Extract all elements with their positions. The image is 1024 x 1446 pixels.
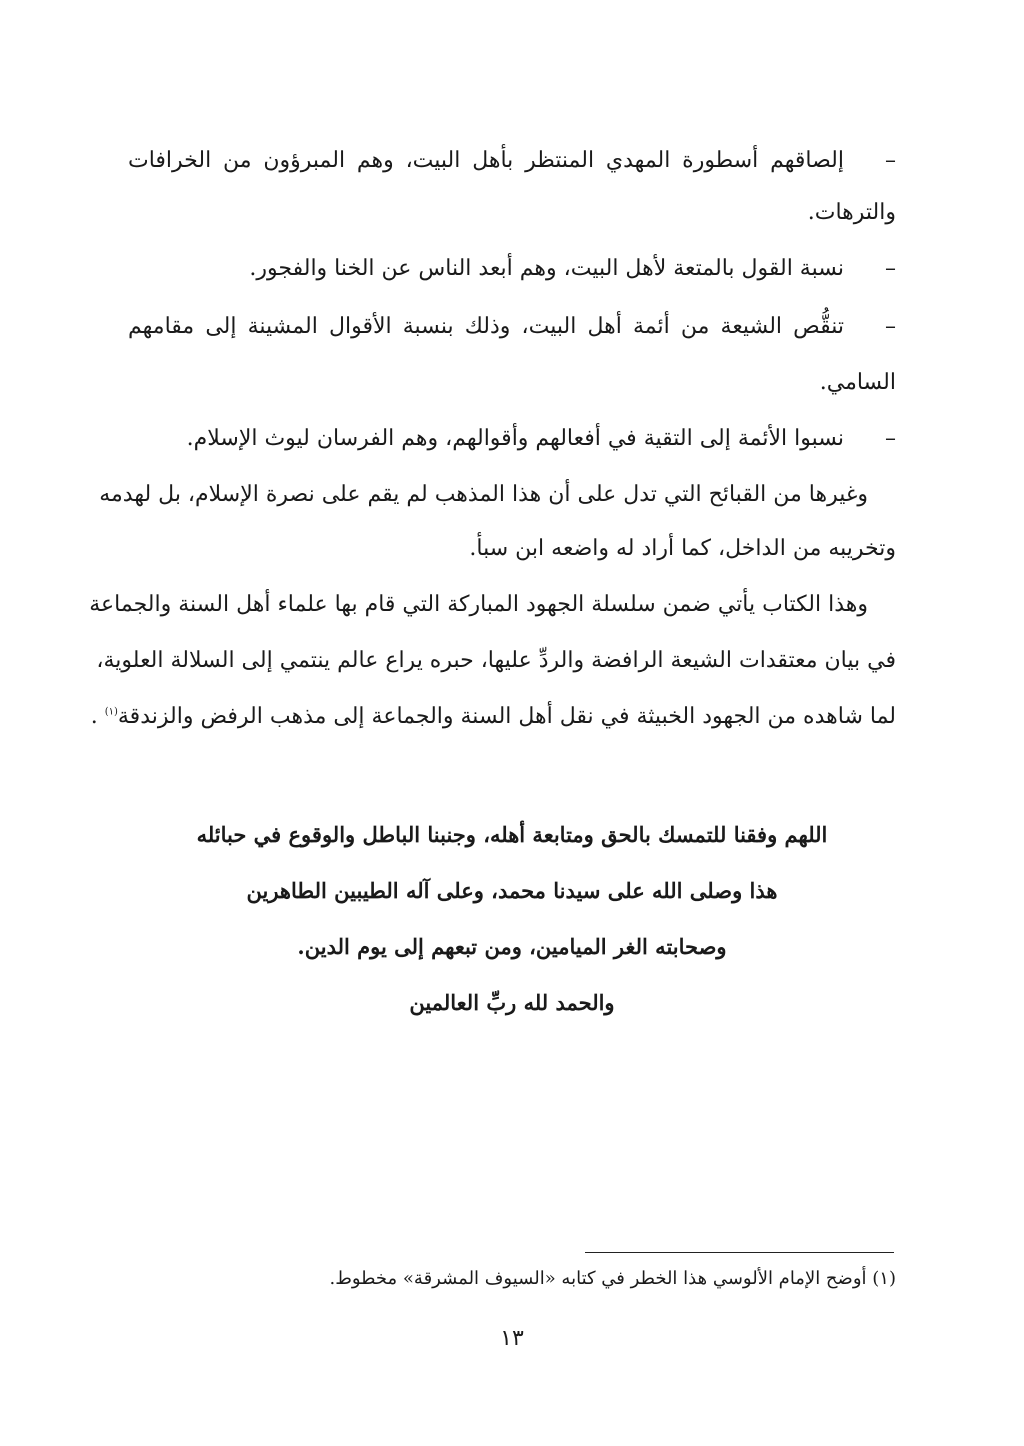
footnote-number: (١) [872, 1268, 896, 1289]
paragraph-line [128, 370, 896, 395]
paragraph-line-text: في بيان معتقدات الشيعة الرافضة والردِّ عليها، حبره يراع عالم ينتمي إلى السلالة العلوية، [96, 648, 896, 673]
bullet-dash: – [885, 314, 896, 339]
bullet-item-imams [128, 314, 896, 339]
bullet-dash: – [885, 256, 896, 281]
closing-line: والحمد لله ربِّ العالمين [409, 990, 615, 1015]
closing-line: هذا وصلى الله على سيدنا محمد، وعلى آله الطيبين الطاهرين [246, 878, 778, 903]
paragraph-line [89, 592, 896, 617]
paragraph-line-text: وغيرها من القبائح التي تدل على أن هذا المذهب لم يقم على نصرة الإسلام، بل لهدمه [99, 482, 868, 507]
paragraph-line [96, 648, 896, 673]
paragraph-line-text: نسبوا الأئمة إلى التقية في أفعالهم وأقوالهم، وهم الفرسان ليوث الإسلام. [186, 426, 844, 451]
paragraph-line-text: نسبة القول بالمتعة لأهل البيت، وهم أبعد الناس عن الخنا والفجور. [249, 256, 844, 281]
footnote-reference[interactable]: (١) [104, 706, 118, 718]
sentence-end: . [90, 704, 105, 729]
paragraph-line [128, 200, 896, 225]
paragraph-line: إلصاقهم أسطورة المهدي المنتظر بأهل البيت، وهم المبرؤون من الخرافات [128, 148, 844, 173]
bullet-item-taqiyya [128, 426, 896, 451]
paragraph-line-text: والترهات. [807, 200, 896, 225]
paragraph-line [128, 536, 896, 561]
closing-line: وصحابته الغر الميامين، ومن تبعهم إلى يوم الدين. [297, 934, 727, 959]
paragraph-line-text: تنقُّص الشيعة من أئمة أهل البيت، وذلك بنسبة الأقوال المشينة إلى مقامهم [128, 314, 844, 339]
bullet-dash: – [885, 426, 896, 451]
footnote-text: أوضح الإمام الألوسي هذا الخطر في كتابه «السيوف المشرقة» مخطوط. [329, 1268, 867, 1289]
paragraph-line-text: السامي. [819, 370, 896, 395]
footnote-divider [585, 1252, 894, 1253]
bullet-dash: – [885, 148, 896, 173]
bullet-item-mahdi [128, 148, 896, 173]
paragraph-line-text: وتخريبه من الداخل، كما أراد له واضعه ابن سبأ. [469, 536, 896, 561]
paragraph-line [99, 482, 896, 507]
paragraph-line-text: وهذا الكتاب يأتي ضمن سلسلة الجهود المباركة التي قام بها علماء أهل السنة والجماعة [89, 592, 868, 617]
closing-line: اللهم وفقنا للتمسك بالحق ومتابعة أهله، وجنبنا الباطل والوقوع في حبائله [196, 822, 828, 847]
paragraph-line-text: لما شاهده من الجهود الخبيثة في نقل أهل السنة والجماعة إلى مذهب الرفض والزندقة [117, 704, 896, 729]
page-number: ١٣ [500, 1326, 524, 1351]
paragraph-line [90, 704, 896, 729]
footnote [128, 1268, 896, 1289]
bullet-item-mutah [128, 256, 896, 281]
